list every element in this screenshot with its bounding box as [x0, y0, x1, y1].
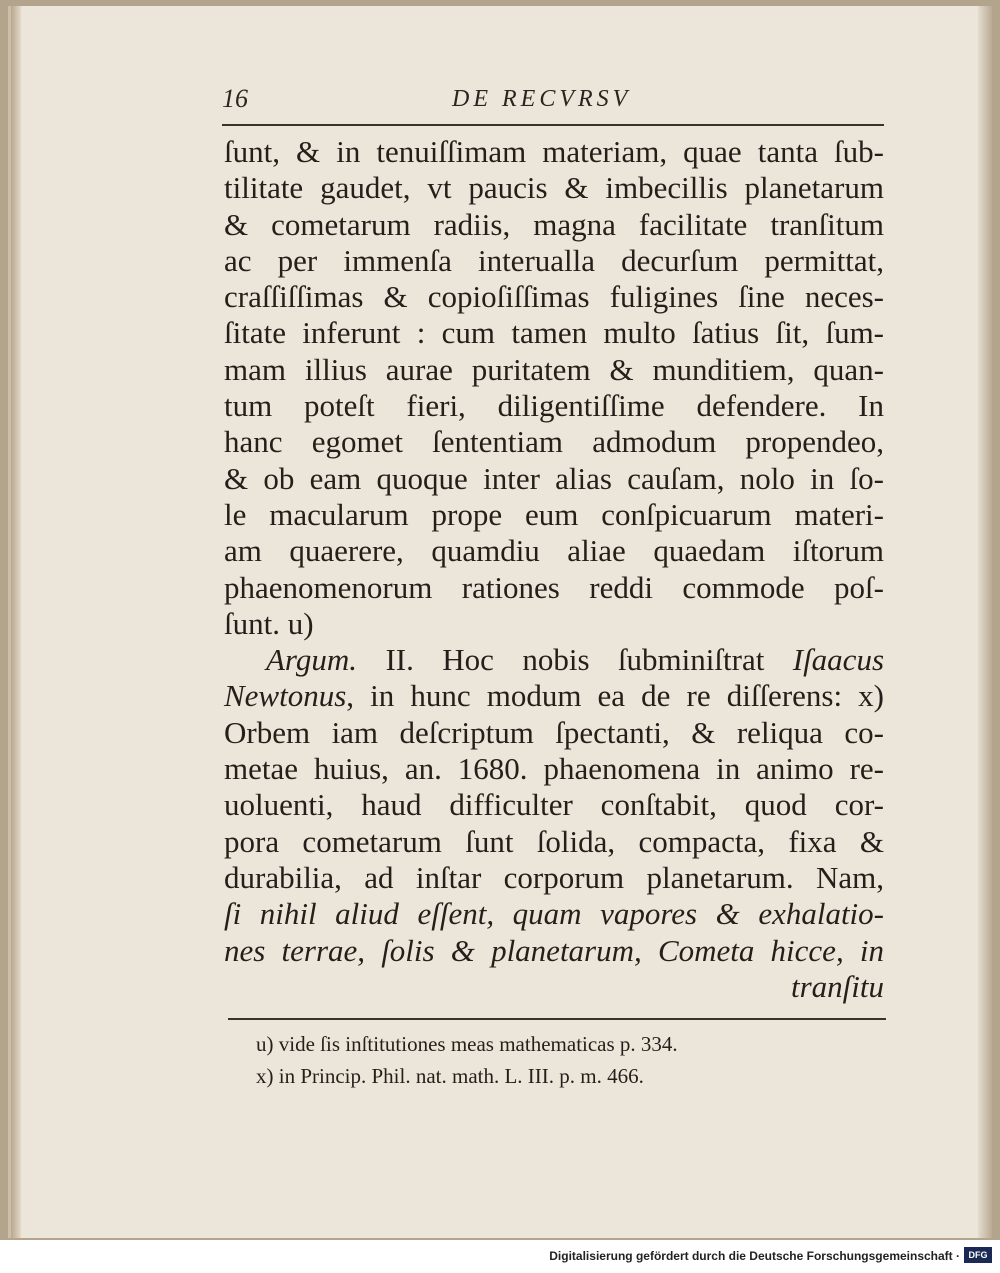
running-title: DE RECVRSV	[452, 86, 632, 112]
author-name: Iſaacus	[792, 642, 885, 678]
text-line: & cometarum radiis, magna facilitate tranſitum	[224, 206, 884, 242]
text-line: craſſiſſimas & copioſiſſimas fuligines ſine neces-	[224, 279, 884, 315]
page-spine-shadow	[11, 6, 21, 1238]
text-line: uoluenti, haud difficulter conſtabit, quod cor-	[224, 787, 884, 823]
text-line: ſitate inferunt : cum tamen multo ſatius ſit, ſum-	[224, 315, 884, 351]
text-line: & ob eam quoque inter alias cauſam, nolo in ſo-	[224, 460, 884, 496]
text-line: metae huius, an. 1680. phaenomena in animo re-	[224, 751, 884, 787]
footnote-u: u) vide ſis inſtitutiones meas mathematicas p. 334.	[256, 1032, 678, 1056]
catchword: tranſitu	[790, 968, 884, 1004]
text-line: ac per immenſa interualla decurſum permittat,	[224, 242, 884, 278]
body-text	[224, 134, 884, 1005]
quotation-line: nes terrae, ſolis & planetarum, Cometa hicce, in	[224, 932, 884, 968]
text-line: le macularum prope eum conſpicuarum materi-	[224, 496, 884, 532]
text-line-rest: , in hunc modum ea de re diſſerens: x)	[346, 678, 884, 714]
text-line: Orbem iam deſcriptum ſpectanti, & reliqua co-	[224, 714, 884, 750]
quotation-line: ſi nihil aliud eſſent, quam vapores & exhalatio-	[224, 896, 884, 932]
author-surname: Newtonus	[224, 678, 347, 714]
page-edge-shadow	[978, 6, 992, 1238]
text-line: pora cometarum ſunt ſolida, compacta, fixa &	[224, 823, 884, 859]
text-line: durabilia, ad inſtar corporum planetarum. Nam,	[224, 859, 884, 895]
footnote-x: x) in Princip. Phil. nat. math. L. III. p. m. 466.	[256, 1064, 644, 1088]
footnotes	[256, 1028, 856, 1092]
argument-line	[224, 642, 884, 678]
text-line	[224, 678, 884, 714]
text-line: am quaerere, quamdiu aliae quaedam iſtorum	[224, 533, 884, 569]
argument-label: Argum.	[266, 642, 357, 678]
argument-text: Hoc nobis ſubminiſtrat	[413, 642, 793, 678]
text-line: mam illius aurae puritatem & munditiem, quan-	[224, 351, 884, 387]
text-line: ſunt, & in tenuiſſimam materiam, quae tanta ſub-	[224, 134, 884, 169]
text-line: tilitate gaudet, vt paucis & imbecillis planetarum	[224, 170, 884, 206]
digitization-footer	[0, 1240, 1000, 1273]
header-rule	[222, 124, 884, 126]
page-header	[222, 82, 884, 118]
text-line: phaenomenorum rationes reddi commode poſ-	[224, 569, 884, 605]
footnote-rule	[228, 1018, 886, 1020]
page-number: 16	[222, 84, 248, 113]
text-line: hanc egomet ſententiam admodum propendeo,	[224, 424, 884, 460]
argument-numeral: II.	[385, 642, 414, 678]
dfg-logo-icon: DFG	[964, 1247, 992, 1263]
text-line: ſunt. u)	[224, 605, 314, 641]
text-line: tum poteſt fieri, diligentiſſime defendere. In	[224, 388, 884, 424]
dfg-credit: Digitalisierung gefördert durch die Deutsche Forschungsgemeinschaft ·	[549, 1249, 960, 1263]
